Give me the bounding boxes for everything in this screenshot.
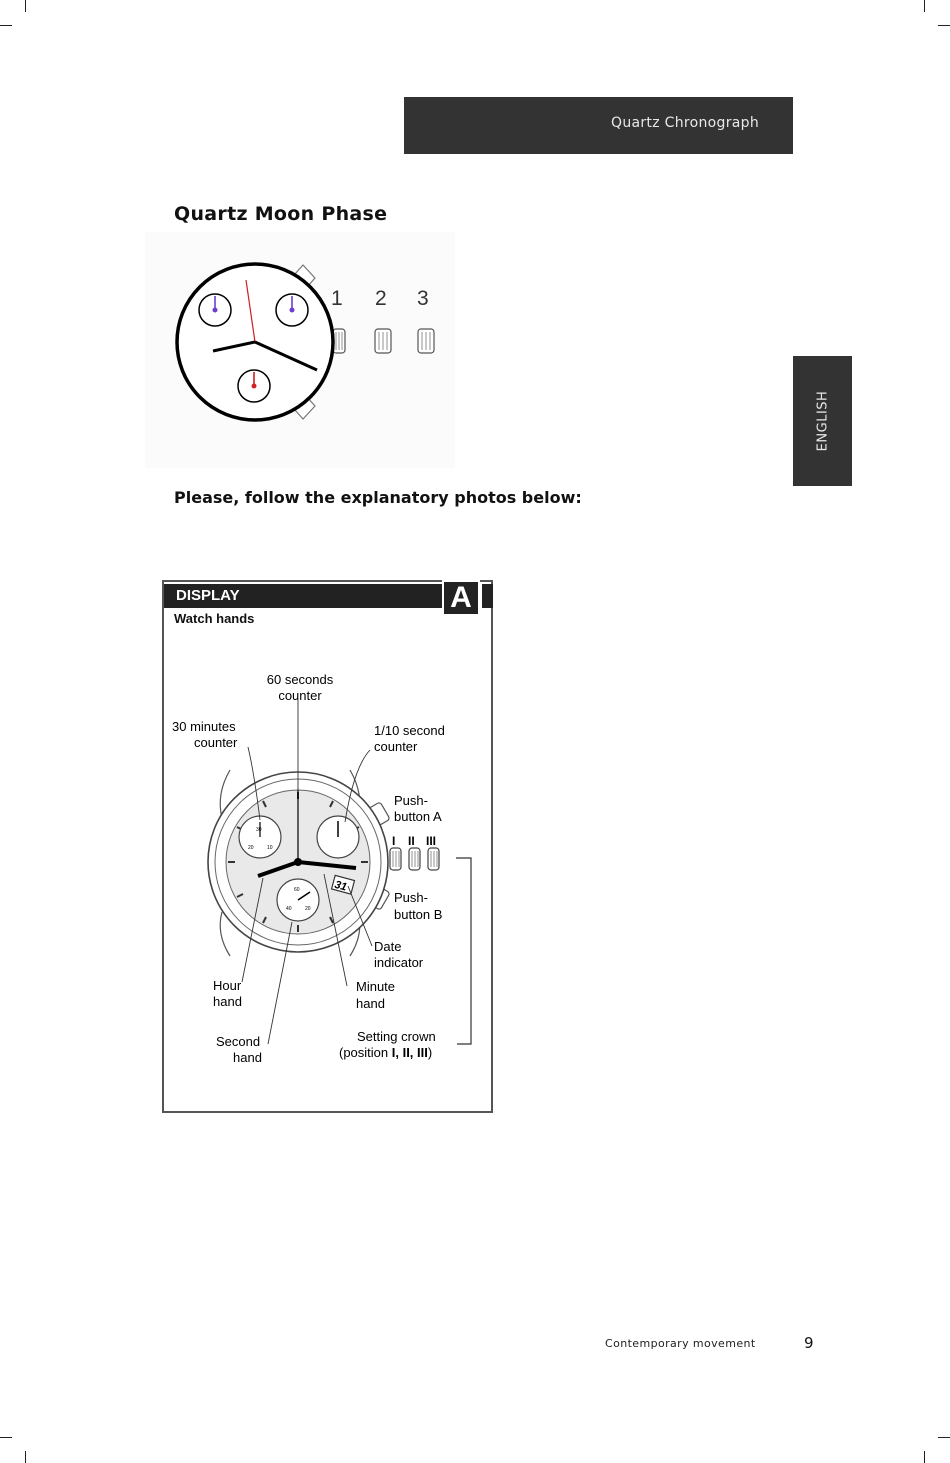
label-minute-hand-line2: hand xyxy=(356,996,385,1011)
hand-pivot xyxy=(294,858,302,866)
label-tenth-second-line2: counter xyxy=(374,739,418,754)
crop-mark xyxy=(938,25,950,26)
label-30-minutes-line1: 30 minutes xyxy=(172,719,236,734)
label-push-button-a-line2: button A xyxy=(394,809,442,824)
label-second-hand-line2: hand xyxy=(233,1050,262,1065)
language-tab xyxy=(793,356,852,486)
crop-mark xyxy=(25,0,26,12)
label-60-seconds-line2: counter xyxy=(278,688,322,703)
moon-phase-diagram xyxy=(145,232,455,468)
instruction-text: Please, follow the explanatory photos below: xyxy=(174,488,582,507)
label-push-button-b-line1: Push- xyxy=(394,890,428,905)
crop-mark xyxy=(25,1451,26,1463)
label-date-line1: Date xyxy=(374,939,402,954)
date-value: 31 xyxy=(333,878,349,894)
position-number-2: 2 xyxy=(375,287,387,310)
label-60-seconds-line1: 60 seconds xyxy=(266,672,334,687)
header-title: Quartz Chronograph xyxy=(611,115,759,131)
language-tab-label: ENGLISH xyxy=(815,390,830,452)
crown-label-i: I xyxy=(392,834,396,848)
watch-hands-diagram xyxy=(164,582,491,1111)
display-subtitle: Watch hands xyxy=(174,611,255,626)
label-date-line2: indicator xyxy=(374,955,424,970)
subdial-mark: 60 xyxy=(294,887,300,893)
moon-phase-figure xyxy=(145,232,455,468)
crown-label-iii: III xyxy=(426,834,437,848)
position-number-3: 3 xyxy=(417,287,429,310)
subdial-mark: 40 xyxy=(286,906,292,912)
section-title: Quartz Moon Phase xyxy=(174,203,388,225)
label-second-hand-line1: Second xyxy=(216,1034,261,1049)
crop-mark xyxy=(924,0,925,12)
label-30-minutes-line2: counter xyxy=(194,735,238,750)
crown-label-ii: II xyxy=(408,834,415,848)
crop-mark xyxy=(938,1437,950,1438)
position-number-1: 1 xyxy=(331,287,343,310)
crop-mark xyxy=(0,1437,12,1438)
label-push-button-b-line2: button B xyxy=(394,907,443,922)
label-setting-crown-line1: Setting crown xyxy=(357,1029,436,1044)
label-minute-hand-line1: Minute xyxy=(356,979,396,994)
label-hour-hand-line2: hand xyxy=(213,994,242,1009)
crop-mark xyxy=(0,25,12,26)
panel-badge-letter: A xyxy=(450,581,472,614)
subdial-mark: 20 xyxy=(248,845,254,851)
display-tag: DISPLAY xyxy=(176,587,240,604)
subdial-mark: 30 xyxy=(256,827,262,833)
subdial-mark: 10 xyxy=(267,845,273,851)
page-number: 9 xyxy=(804,1334,814,1352)
display-panel xyxy=(162,580,493,1113)
header-bar xyxy=(404,97,793,154)
label-tenth-second-line1: 1/10 second xyxy=(374,723,445,738)
subdial-mark: 20 xyxy=(305,906,311,912)
label-push-button-a-line1: Push- xyxy=(394,793,428,808)
label-hour-hand-line1: Hour xyxy=(213,978,242,993)
label-setting-crown-line2: (position I, II, III) xyxy=(339,1045,433,1060)
footer-text: Contemporary movement xyxy=(605,1337,756,1350)
crop-mark xyxy=(924,1451,925,1463)
crown-bracket xyxy=(456,858,471,1044)
